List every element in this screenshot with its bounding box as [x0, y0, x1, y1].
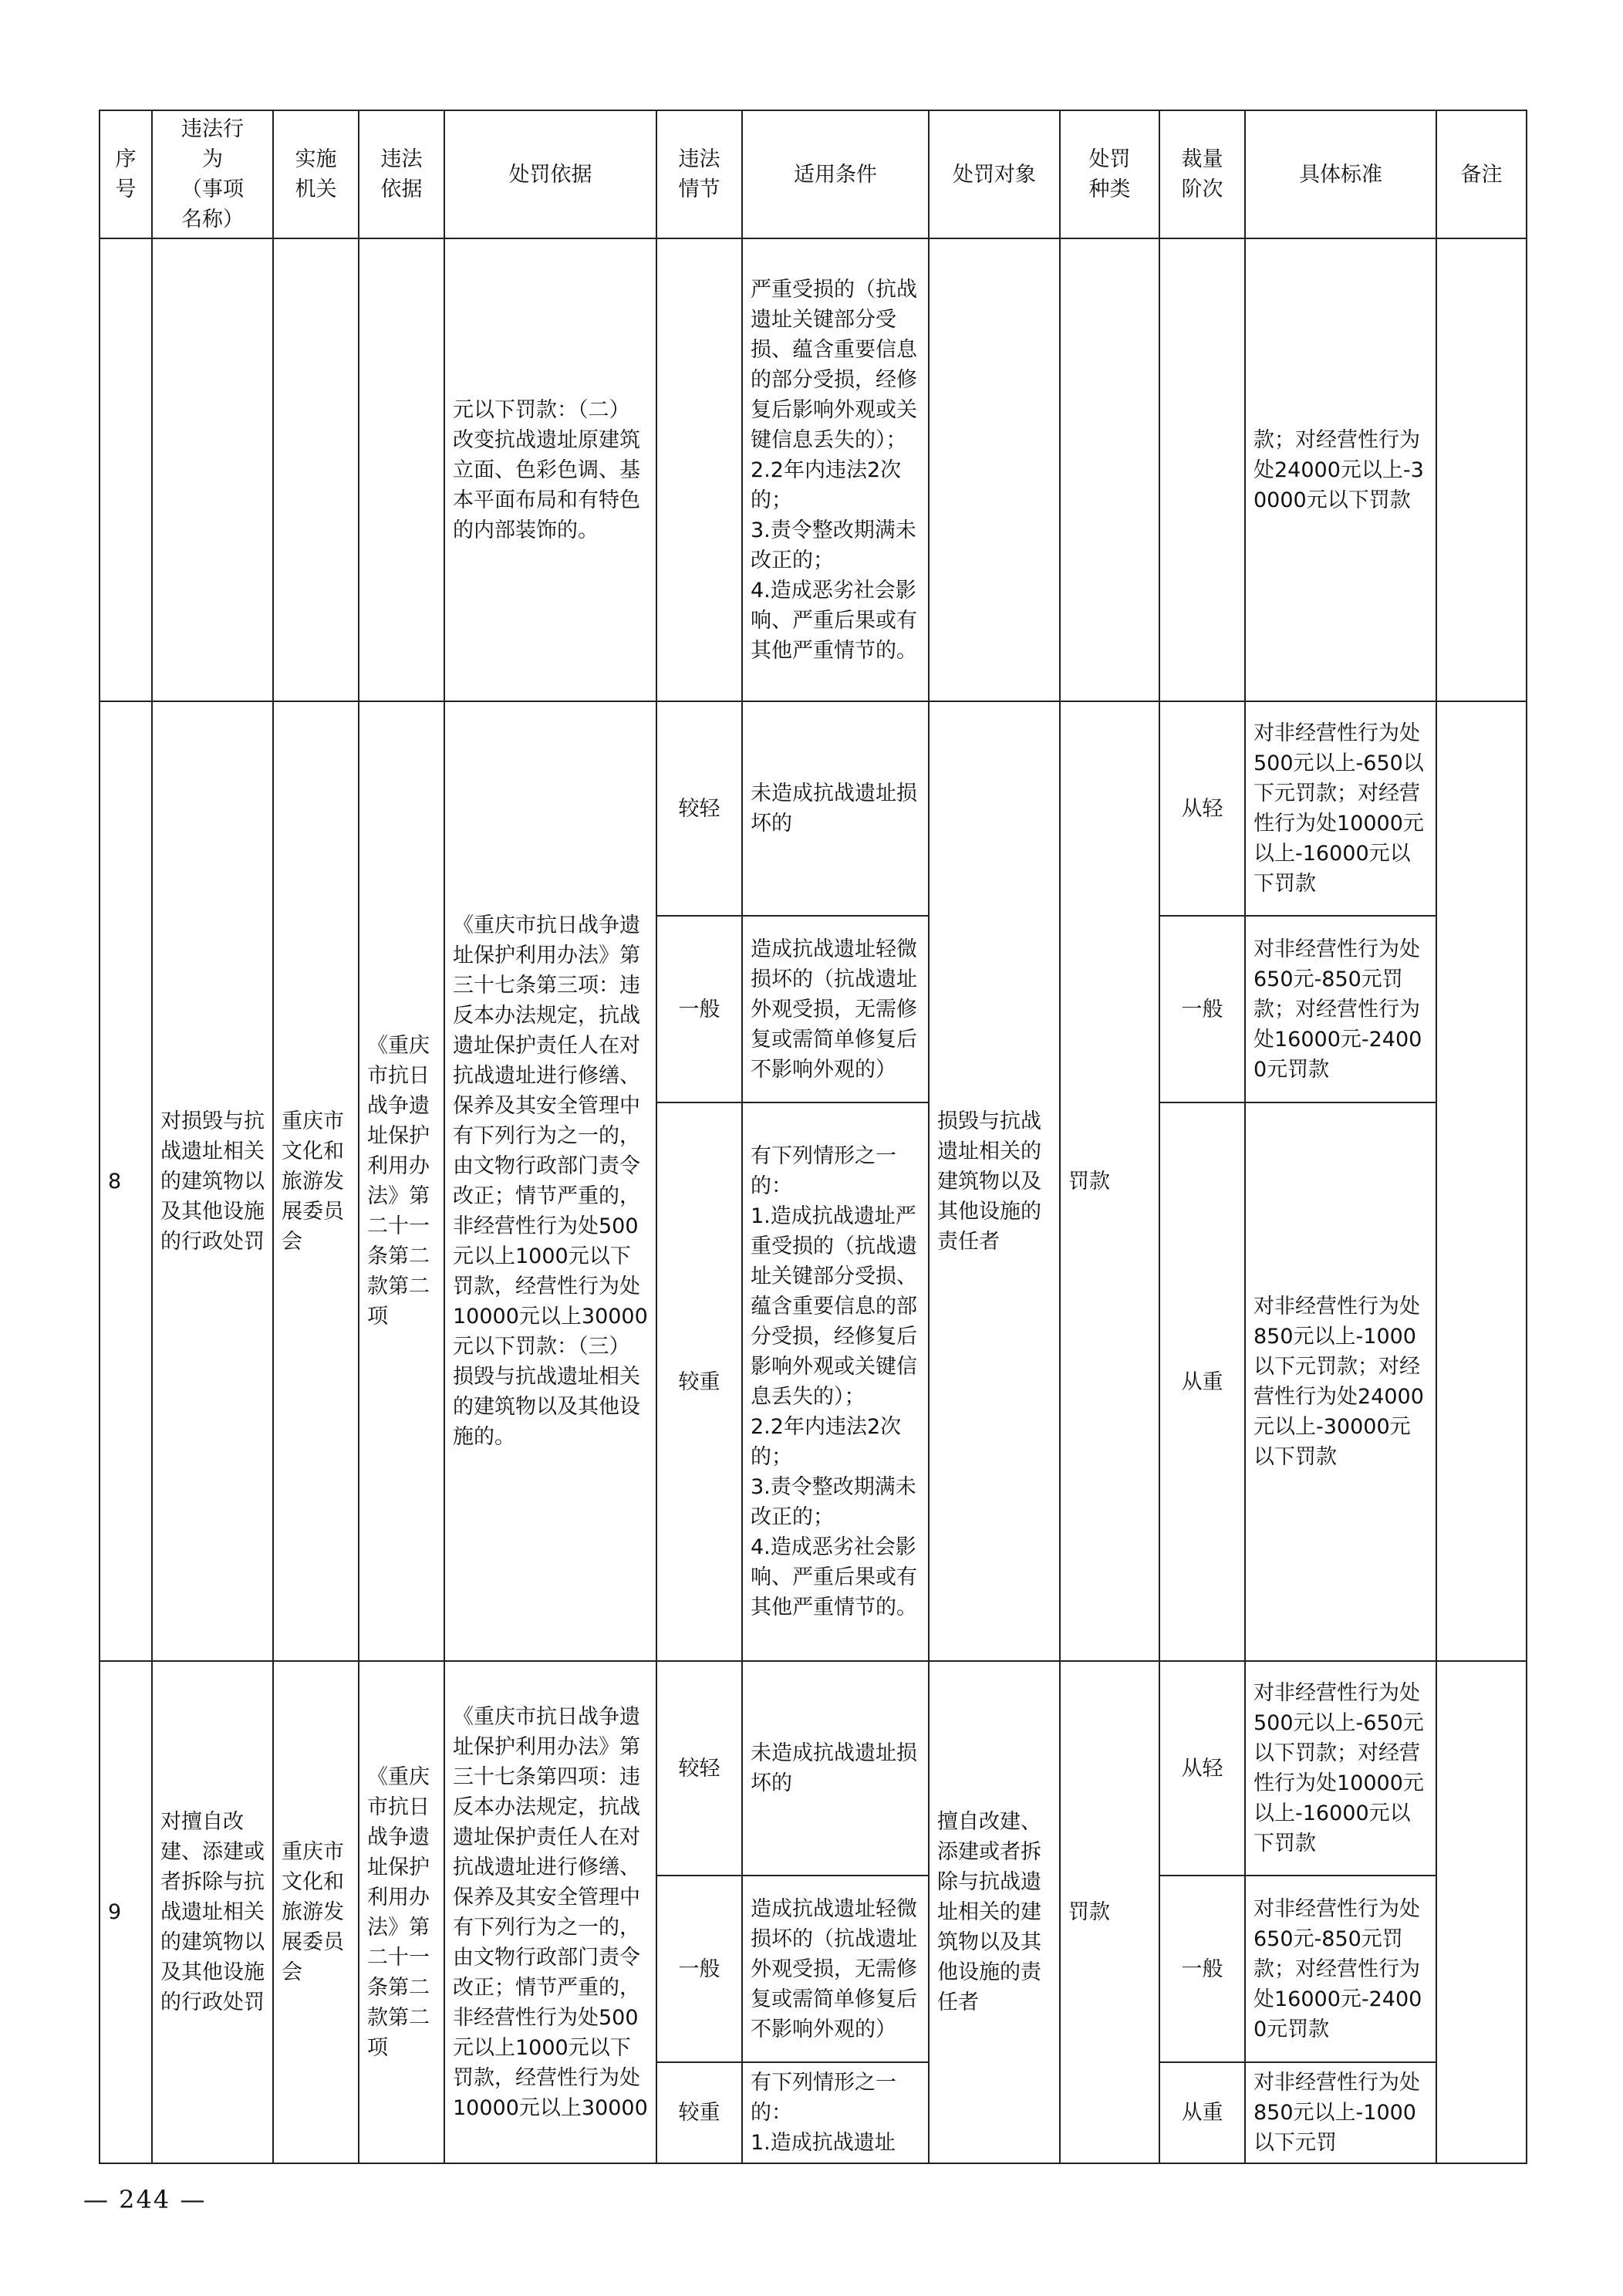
row8-basis: 《重庆市抗日战争遗址保护利用办法》第二十一条第二款第二项	[359, 701, 444, 1661]
header-agency: 实施 机关	[273, 110, 359, 238]
cell-empty	[273, 238, 359, 701]
row8-agency: 重庆市文化和旅游发展委员会	[273, 701, 359, 1661]
cell-empty	[656, 238, 742, 701]
row9-basis: 《重庆市抗日战争遗址保护利用办法》第二十一条第二款第二项	[359, 1661, 444, 2163]
header-type: 处罚 种类	[1060, 110, 1159, 238]
table-row-continued	[100, 238, 1527, 701]
cell-empty	[359, 238, 444, 701]
header-condition: 适用条件	[742, 110, 929, 238]
row8-penalty-basis: 《重庆市抗日战争遗址保护利用办法》第三十七条第三项：违反本办法规定，抗战遗址保护责任人在对抗战遗址进行修缮、保养及其安全管理中有下列行为之一的，由文物行政部门责令改正；情节严重的，非经营性行为处500元以上1000元以下罚款，经营性行为处10000元以上30000元以下罚款：（三）损毁与抗战遗址相关的建筑物以及其他设施的。	[444, 701, 656, 1661]
row8-circumstance-heavy: 较重	[656, 1102, 742, 1661]
header-row	[100, 110, 1527, 238]
row9-condition-normal: 造成抗战遗址轻微损坏的（抗战遗址外观受损，无需修复或需简单修复后不影响外观的）	[742, 1876, 929, 2062]
header-item: 违法行 为 （事项 名称）	[152, 110, 273, 238]
row9-standard-heavy: 对非经营性行为处850元以上-1000以下元罚	[1245, 2062, 1436, 2163]
row8-seq: 8	[100, 701, 152, 1661]
row9-level-light: 从轻	[1159, 1661, 1245, 1876]
row9-condition-heavy: 有下列情形之一的： 1.造成抗战遗址	[742, 2062, 929, 2163]
row9-circumstance-normal: 一般	[656, 1876, 742, 2062]
row9-remark	[1436, 1661, 1527, 2163]
row8-standard-heavy: 对非经营性行为处850元以上-1000以下元罚款；对经营性行为处24000元以上-30000元以下罚款	[1245, 1102, 1436, 1661]
cont-standard: 款；对经营性行为处24000元以上-30000元以下罚款	[1245, 238, 1436, 701]
row8-level-normal: 一般	[1159, 916, 1245, 1102]
penalty-standards-table	[99, 110, 1527, 2164]
row9-standard-light: 对非经营性行为处500元以上-650元以下罚款；对经营性行为处10000元以上-16000元以下罚款	[1245, 1661, 1436, 1876]
row9-agency: 重庆市文化和旅游发展委员会	[273, 1661, 359, 2163]
header-seq: 序 号	[100, 110, 152, 238]
row9-circumstance-heavy: 较重	[656, 2062, 742, 2163]
header-target: 处罚对象	[929, 110, 1060, 238]
row8-condition-heavy: 有下列情形之一的： 1.造成抗战遗址严重受损的（抗战遗址关键部分受损、蕴含重要信息的部分受损，经修复后影响外观或关键信息丢失的）； 2.2年内违法2次的； 3.责令整改期满未改正的； 4.造成恶劣社会影响、严重后果或有其他严重情节的。	[742, 1102, 929, 1661]
header-penalty-basis: 处罚依据	[444, 110, 656, 238]
cell-empty	[152, 238, 273, 701]
cell-empty	[100, 238, 152, 701]
row8-circumstance-normal: 一般	[656, 916, 742, 1102]
row8-condition-normal: 造成抗战遗址轻微损坏的（抗战遗址外观受损，无需修复或需简单修复后不影响外观的）	[742, 916, 929, 1102]
row9-penalty-basis: 《重庆市抗日战争遗址保护利用办法》第三十七条第四项：违反本办法规定，抗战遗址保护责任人在对抗战遗址进行修缮、保养及其安全管理中有下列行为之一的，由文物行政部门责令改正；情节严重的，非经营性行为处500元以上1000元以下罚款，经营性行为处10000元以上30000	[444, 1661, 656, 2163]
table-row-9-light	[100, 1661, 1527, 1876]
row9-standard-normal: 对非经营性行为处650元-850元罚款；对经营性行为处16000元-24000元罚款	[1245, 1876, 1436, 2062]
cell-empty	[1159, 238, 1245, 701]
row9-level-normal: 一般	[1159, 1876, 1245, 2062]
header-level: 裁量 阶次	[1159, 110, 1245, 238]
header-circumstance: 违法 情节	[656, 110, 742, 238]
row8-remark	[1436, 701, 1527, 1661]
header-remark: 备注	[1436, 110, 1527, 238]
row9-type: 罚款	[1060, 1661, 1159, 2163]
row8-standard-normal: 对非经营性行为处650元-850元罚款；对经营性行为处16000元-24000元罚款	[1245, 916, 1436, 1102]
row9-circumstance-light: 较轻	[656, 1661, 742, 1876]
row9-item: 对擅自改建、添建或者拆除与抗战遗址相关的建筑物以及其他设施的行政处罚	[152, 1661, 273, 2163]
header-standard: 具体标准	[1245, 110, 1436, 238]
row8-item: 对损毁与抗战遗址相关的建筑物以及其他设施的行政处罚	[152, 701, 273, 1661]
row9-seq: 9	[100, 1661, 152, 2163]
row8-type: 罚款	[1060, 701, 1159, 1661]
row9-target: 擅自改建、添建或者拆除与抗战遗址相关的建筑物以及其他设施的责任者	[929, 1661, 1060, 2163]
row9-level-heavy: 从重	[1159, 2062, 1245, 2163]
row8-level-light: 从轻	[1159, 701, 1245, 916]
row8-level-heavy: 从重	[1159, 1102, 1245, 1661]
row8-condition-light: 未造成抗战遗址损坏的	[742, 701, 929, 916]
cont-penalty-basis: 元以下罚款：（二）改变抗战遗址原建筑立面、色彩色调、基本平面布局和有特色的内部装饰的。	[444, 238, 656, 701]
row8-circumstance-light: 较轻	[656, 701, 742, 916]
page-number: — 244 —	[83, 2185, 207, 2214]
header-basis: 违法 依据	[359, 110, 444, 238]
cell-empty	[1060, 238, 1159, 701]
table-row-8-light	[100, 701, 1527, 916]
row9-condition-light: 未造成抗战遗址损坏的	[742, 1661, 929, 1876]
row8-standard-light: 对非经营性行为处500元以上-650以下元罚款；对经营性行为处10000元以上-16000元以下罚款	[1245, 701, 1436, 916]
row8-target: 损毁与抗战遗址相关的建筑物以及其他设施的责任者	[929, 701, 1060, 1661]
cell-empty	[1436, 238, 1527, 701]
cell-empty	[929, 238, 1060, 701]
cont-condition: 严重受损的（抗战遗址关键部分受损、蕴含重要信息的部分受损，经修复后影响外观或关键信息丢失的）； 2.2年内违法2次的； 3.责令整改期满未改正的； 4.造成恶劣社会影响、严重后果或有其他严重情节的。	[742, 238, 929, 701]
